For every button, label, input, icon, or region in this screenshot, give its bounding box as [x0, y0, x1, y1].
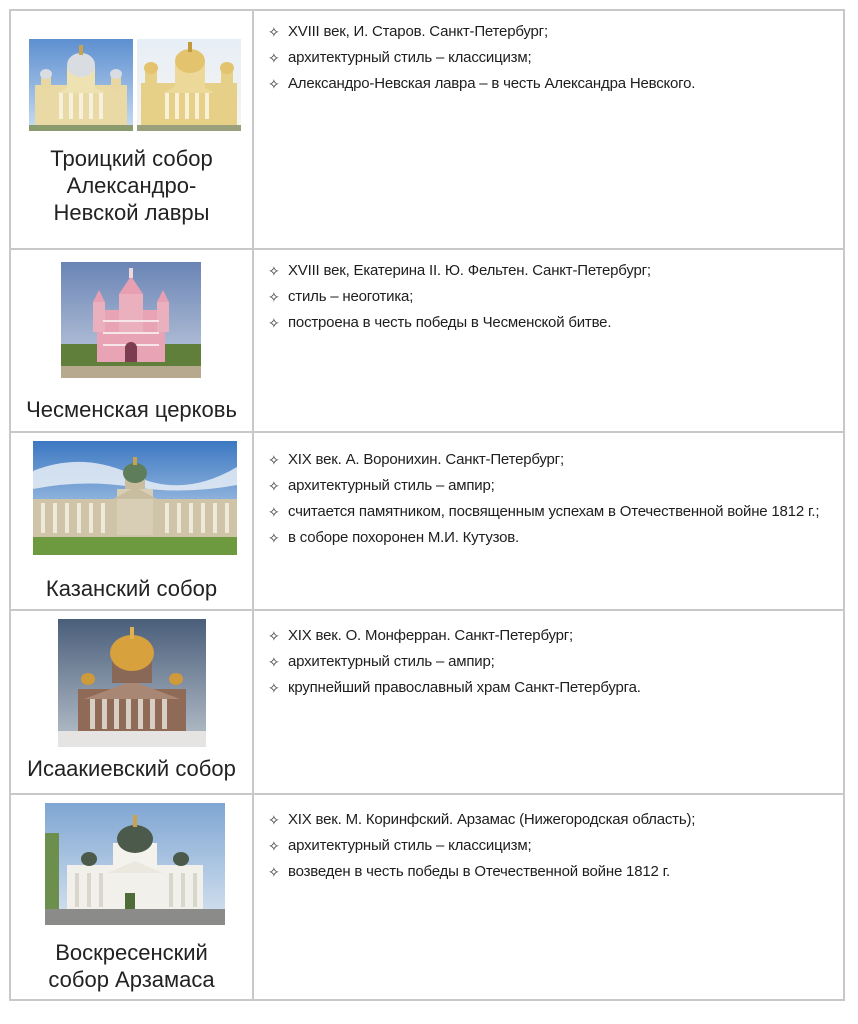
- four-point-star-icon: ✧: [268, 628, 280, 644]
- facts-cell: [254, 250, 843, 431]
- monuments-table: [9, 9, 845, 1001]
- list-item: ✧ крупнейший православный храм Санкт-Петербурга.: [268, 679, 641, 696]
- list-item: ✧ стиль – неоготика;: [268, 288, 414, 305]
- monument-name: Чесменская церковь: [26, 397, 237, 422]
- table-row: [11, 11, 843, 250]
- four-point-star-icon: ✧: [268, 315, 280, 331]
- name-cell: [11, 11, 254, 248]
- name-cell: [11, 250, 254, 431]
- list-item: ✧ XIX век. М. Коринфский. Арзамас (Нижегородская область);: [268, 811, 696, 828]
- list-item: ✧ XIX век. О. Монферран. Санкт-Петербург;: [268, 627, 574, 644]
- four-point-star-icon: ✧: [268, 24, 280, 40]
- name-cell: [11, 795, 254, 999]
- table-row: [11, 611, 843, 795]
- list-item: ✧ архитектурный стиль – ампир;: [268, 653, 495, 670]
- facts-cell: [254, 795, 843, 999]
- cathedral-photo: [33, 441, 237, 555]
- four-point-star-icon: ✧: [268, 838, 280, 854]
- cathedral-photo-left: [29, 39, 133, 131]
- table-row: [11, 433, 843, 611]
- name-cell: [11, 433, 254, 609]
- list-item: ✧ XIX век. А. Воронихин. Санкт-Петербург;: [268, 451, 564, 468]
- monument-name: Троицкий собор Александро- Невской лавры: [50, 146, 213, 225]
- four-point-star-icon: ✧: [268, 263, 280, 279]
- list-item: ✧ считается памятником, посвященным успехам в Отечественной войне 1812 г.;: [268, 503, 820, 520]
- facts-cell: [254, 11, 843, 248]
- four-point-star-icon: ✧: [268, 478, 280, 494]
- list-item: ✧ Александро-Невская лавра – в честь Александра Невского.: [268, 75, 696, 92]
- four-point-star-icon: ✧: [268, 76, 280, 92]
- four-point-star-icon: ✧: [268, 680, 280, 696]
- facts-cell: [254, 433, 843, 609]
- list-item: ✧ архитектурный стиль – классицизм;: [268, 837, 532, 854]
- four-point-star-icon: ✧: [268, 530, 280, 546]
- four-point-star-icon: ✧: [268, 50, 280, 66]
- monument-name: Воскресенский собор Арзамаса: [48, 940, 215, 992]
- four-point-star-icon: ✧: [268, 812, 280, 828]
- table-row: [11, 795, 843, 999]
- cathedral-photo-right: [137, 39, 241, 131]
- list-item: ✧ в соборе похоронен М.И. Кутузов.: [268, 529, 520, 546]
- four-point-star-icon: ✧: [268, 452, 280, 468]
- table-row: [11, 250, 843, 433]
- monument-name: Исаакиевский собор: [27, 756, 236, 781]
- four-point-star-icon: ✧: [268, 654, 280, 670]
- list-item: ✧ возведен в честь победы в Отечественной войне 1812 г.: [268, 863, 670, 880]
- monument-name: Казанский собор: [45, 576, 218, 601]
- cathedral-photo: [58, 619, 206, 747]
- four-point-star-icon: ✧: [268, 289, 280, 305]
- cathedral-photo: [45, 803, 225, 925]
- name-cell: [11, 611, 254, 793]
- list-item: ✧ построена в честь победы в Чесменской битве.: [268, 314, 612, 331]
- four-point-star-icon: ✧: [268, 864, 280, 880]
- list-item: ✧ архитектурный стиль – ампир;: [268, 477, 495, 494]
- church-photo: [61, 262, 201, 378]
- facts-cell: [254, 611, 843, 793]
- list-item: ✧ XVIII век, Екатерина II. Ю. Фельтен. Санкт-Петербург;: [268, 262, 651, 279]
- list-item: ✧ XVIII век, И. Старов. Санкт-Петербург;: [268, 23, 548, 40]
- four-point-star-icon: ✧: [268, 504, 280, 520]
- list-item: ✧ архитектурный стиль – классицизм;: [268, 49, 532, 66]
